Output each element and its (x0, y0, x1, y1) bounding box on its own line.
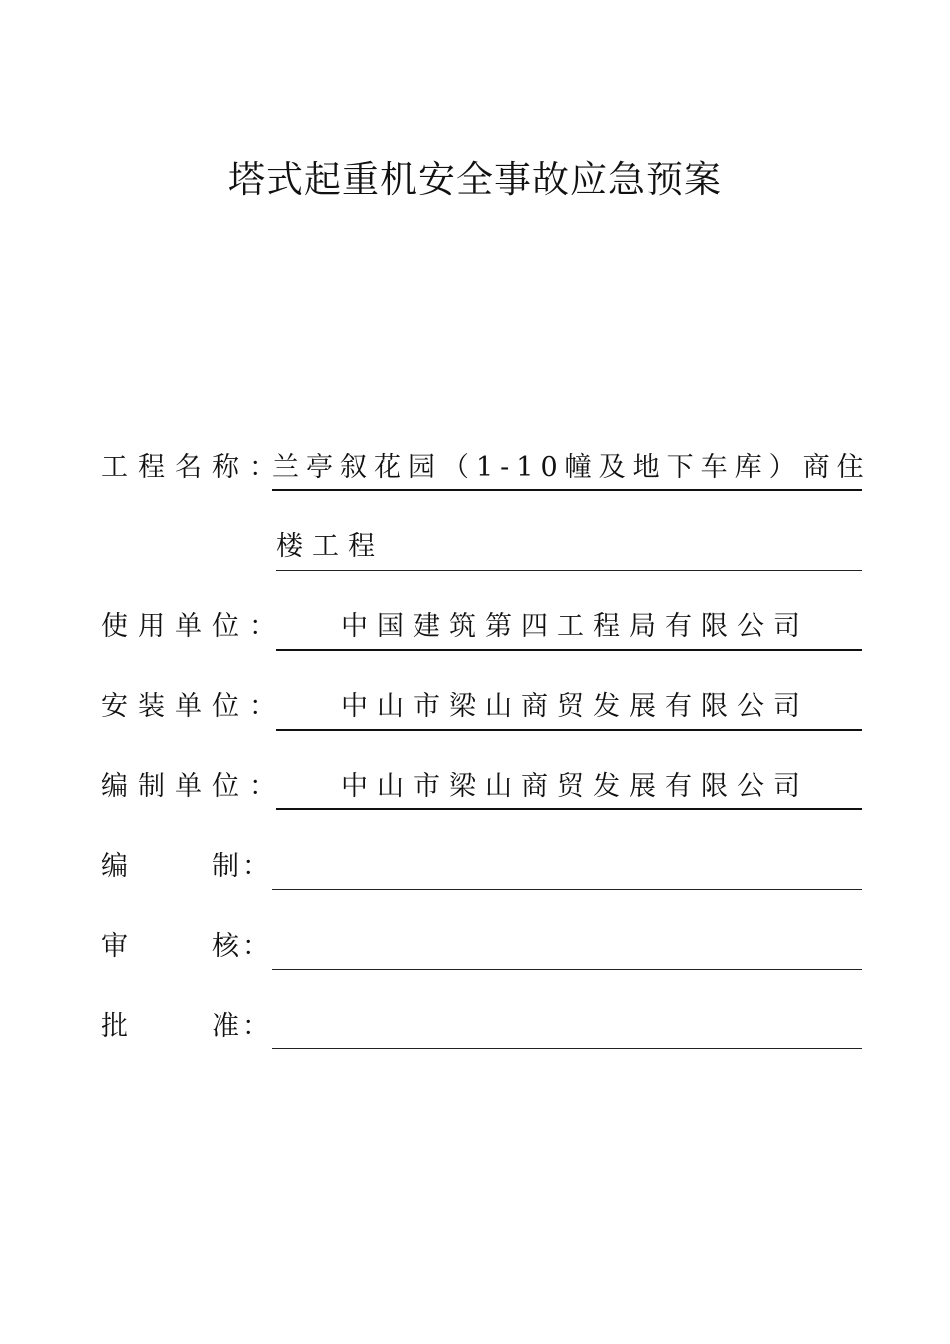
install-unit-label: 安装单位： (101, 691, 286, 722)
approver-label-char1: 批 (101, 1011, 128, 1042)
install-unit-value: 中山市梁山商贸发展有限公司 (341, 691, 809, 722)
compiler-label-char1: 编 (101, 851, 128, 882)
document-title: 塔式起重机安全事故应急预案 (228, 158, 722, 201)
compiler-label-char2: 制 (212, 851, 239, 882)
compile-unit-underline (276, 808, 862, 810)
user-unit-label: 使用单位： (101, 611, 286, 642)
project-name-label: 工程名称： (101, 452, 286, 483)
install-unit-underline (276, 729, 862, 731)
approver-label-colon: ： (242, 1011, 269, 1042)
project-name-value-line1: 兰亭叙花园（1-10幢及地下车库）商住 (272, 452, 871, 483)
reviewer-label-char1: 审 (101, 931, 128, 962)
user-unit-value: 中国建筑第四工程局有限公司 (341, 611, 809, 642)
project-name-underline-1 (272, 489, 862, 491)
reviewer-label-char2: 核 (212, 931, 239, 962)
approver-label-char2: 准 (212, 1011, 239, 1042)
reviewer-underline (272, 969, 862, 970)
approver-underline (272, 1048, 862, 1049)
compiler-label-colon: ： (242, 851, 269, 882)
project-name-value-line2: 楼工程 (276, 531, 384, 562)
user-unit-underline (276, 649, 862, 651)
compile-unit-label: 编制单位： (101, 771, 286, 802)
project-name-underline-2 (276, 570, 862, 571)
compiler-underline (272, 889, 862, 890)
reviewer-label-colon: ： (242, 931, 269, 962)
compile-unit-value: 中山市梁山商贸发展有限公司 (341, 771, 809, 802)
